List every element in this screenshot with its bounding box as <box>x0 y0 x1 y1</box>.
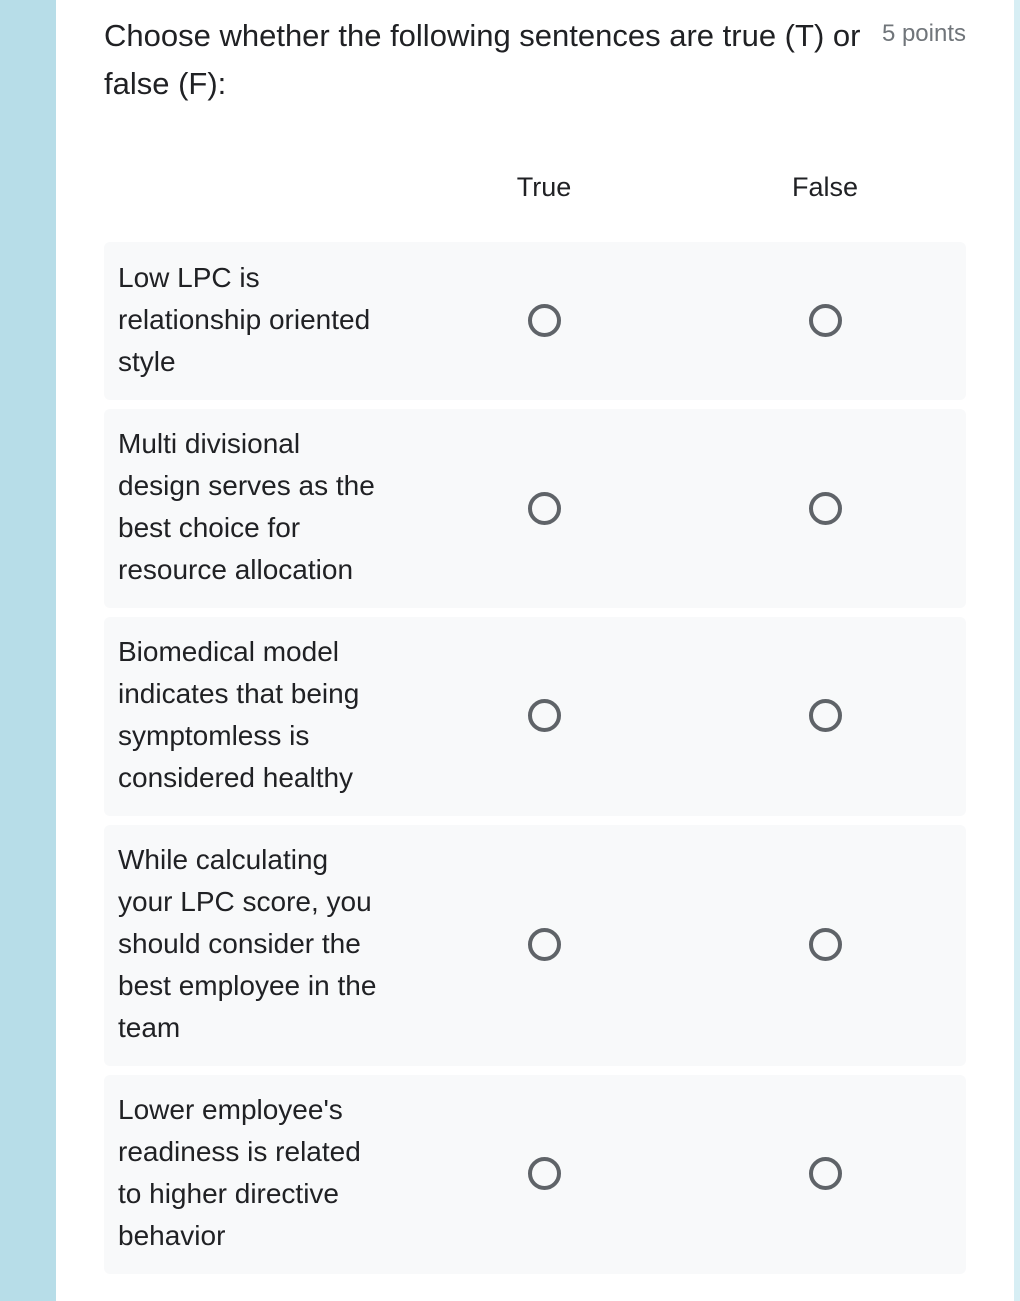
row-label: Lower employee's readiness is related to higher directive behavior <box>118 1094 361 1251</box>
row-label: Biomedical model indicates that being symptomless is considered healthy <box>118 636 360 793</box>
row-2-true-radio[interactable] <box>528 492 561 525</box>
grid-row-3 <box>104 617 966 816</box>
row-4-true-radio[interactable] <box>528 928 561 961</box>
column-header-false: False <box>791 172 859 202</box>
row-label: While calculating your LPC score, you should consider the best employee in the team <box>118 844 377 1043</box>
right-edge-strip <box>1014 0 1020 1301</box>
row-5-true-radio[interactable] <box>528 1157 561 1190</box>
grid-row-2 <box>104 409 966 608</box>
row-5-false-radio[interactable] <box>809 1157 842 1190</box>
row-2-false-radio[interactable] <box>809 492 842 525</box>
row-label: Low LPC is relationship oriented style <box>118 262 371 377</box>
grid-row-5 <box>104 1075 966 1274</box>
row-1-false-radio[interactable] <box>809 304 842 337</box>
row-3-false-radio[interactable] <box>809 699 842 732</box>
column-header-true: True <box>516 172 572 202</box>
row-3-true-radio[interactable] <box>528 699 561 732</box>
row-4-false-radio[interactable] <box>809 928 842 961</box>
points-label: 5 points <box>881 20 966 47</box>
question-title: Choose whether the following sentences are true (T) or false (F): <box>104 18 861 101</box>
grid-row-1 <box>104 242 966 400</box>
grid-row-4 <box>104 825 966 1066</box>
row-label: Multi divisional design serves as the best choice for resource allocation <box>118 428 375 585</box>
question-header <box>104 12 966 108</box>
row-1-true-radio[interactable] <box>528 304 561 337</box>
question-card <box>56 0 1014 1301</box>
